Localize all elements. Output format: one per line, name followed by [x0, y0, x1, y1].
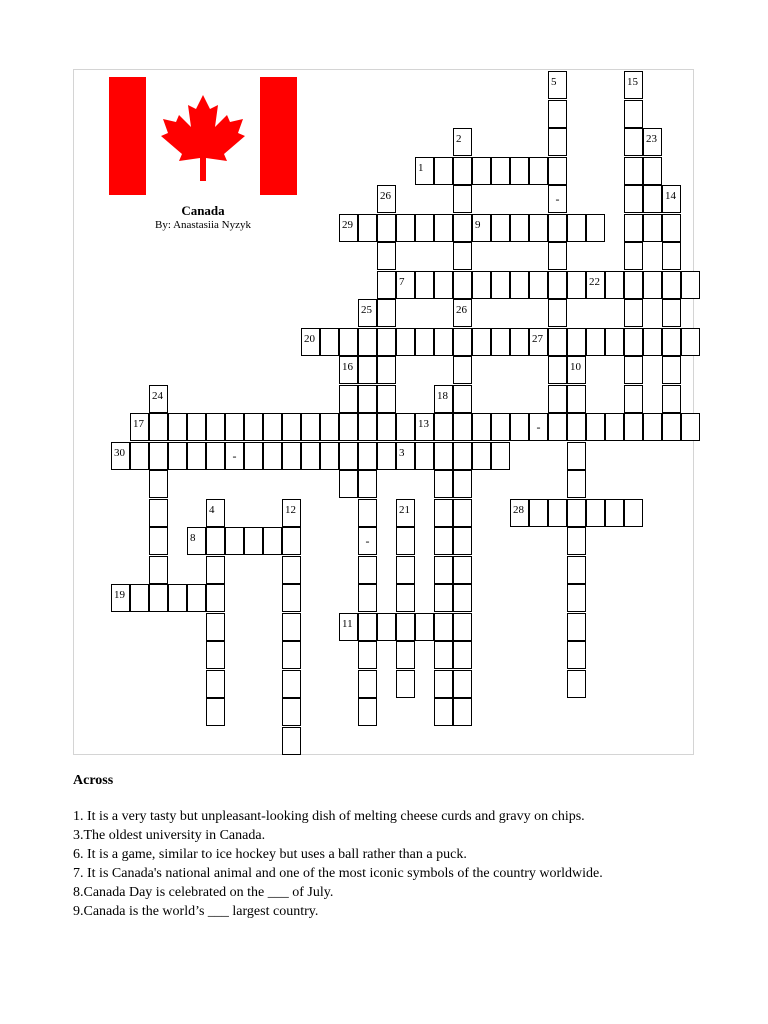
grid-cell[interactable] — [358, 499, 377, 527]
grid-cell[interactable] — [681, 271, 700, 299]
grid-cell[interactable] — [453, 356, 472, 384]
grid-cell[interactable] — [377, 271, 396, 299]
grid-cell[interactable] — [168, 413, 187, 441]
grid-cell[interactable] — [624, 413, 643, 441]
grid-cell[interactable] — [548, 100, 567, 128]
grid-cell[interactable] — [453, 670, 472, 698]
grid-cell[interactable] — [358, 613, 377, 641]
grid-cell[interactable] — [567, 584, 586, 612]
grid-cell[interactable] — [491, 271, 510, 299]
grid-cell[interactable] — [396, 214, 415, 242]
clue-number: 9 — [475, 218, 481, 231]
grid-cell[interactable] — [377, 385, 396, 413]
grid-cell[interactable] — [453, 613, 472, 641]
grid-cell[interactable] — [130, 442, 149, 470]
grid-cell[interactable] — [396, 670, 415, 698]
grid-cell[interactable] — [643, 271, 662, 299]
clue-number: 26 — [380, 190, 391, 202]
grid-cell[interactable] — [149, 470, 168, 498]
grid-cell[interactable] — [548, 157, 567, 185]
grid-cell[interactable] — [624, 385, 643, 413]
grid-cell[interactable] — [187, 584, 206, 612]
grid-cell[interactable] — [244, 442, 263, 470]
grid-cell[interactable] — [415, 271, 434, 299]
grid-cell[interactable] — [624, 328, 643, 356]
grid-cell[interactable] — [396, 641, 415, 669]
grid-cell[interactable] — [263, 527, 282, 555]
grid-cell[interactable] — [396, 328, 415, 356]
grid-cell[interactable] — [586, 328, 605, 356]
grid-cell[interactable] — [434, 413, 453, 441]
grid-cell[interactable] — [548, 271, 567, 299]
grid-cell[interactable] — [624, 71, 643, 99]
clue-item: 6. It is a game, similar to ice hockey but uses a ball rather than a puck. — [73, 847, 467, 862]
grid-cell[interactable] — [472, 214, 491, 242]
grid-cell[interactable] — [339, 328, 358, 356]
grid-cell[interactable] — [206, 413, 225, 441]
clue-number: 10 — [570, 361, 581, 373]
grid-cell[interactable] — [605, 328, 624, 356]
clue-number: 29 — [342, 218, 353, 231]
clue-number: 2 — [456, 133, 462, 145]
grid-cell[interactable] — [225, 413, 244, 441]
grid-cell[interactable] — [453, 157, 472, 185]
grid-cell[interactable] — [396, 613, 415, 641]
grid-cell[interactable] — [453, 584, 472, 612]
grid-cell[interactable] — [358, 698, 377, 726]
grid-cell[interactable] — [282, 698, 301, 726]
grid-cell[interactable] — [643, 185, 662, 213]
grid-cell[interactable] — [453, 499, 472, 527]
grid-cell[interactable] — [605, 499, 624, 527]
grid-cell[interactable] — [149, 556, 168, 584]
grid-cell[interactable] — [358, 641, 377, 669]
grid-cell[interactable] — [130, 584, 149, 612]
grid-cell[interactable] — [282, 527, 301, 555]
grid-cell[interactable] — [396, 584, 415, 612]
clue-number: 19 — [114, 589, 125, 601]
grid-cell[interactable] — [206, 613, 225, 641]
grid-cell[interactable] — [548, 71, 567, 99]
grid-cell[interactable] — [415, 613, 434, 641]
grid-cell[interactable] — [624, 499, 643, 527]
grid-cell[interactable] — [358, 527, 377, 555]
grid-cell[interactable] — [377, 299, 396, 327]
grid-cell[interactable] — [301, 413, 320, 441]
hyphen-mark: - — [365, 534, 370, 548]
grid-cell[interactable] — [282, 499, 301, 527]
grid-cell[interactable] — [187, 413, 206, 441]
clue-number: 8 — [190, 532, 196, 544]
grid-cell[interactable] — [225, 527, 244, 555]
grid-cell[interactable] — [282, 442, 301, 470]
grid-cell[interactable] — [396, 499, 415, 527]
grid-cell[interactable] — [491, 214, 510, 242]
grid-cell[interactable] — [624, 185, 643, 213]
grid-cell[interactable] — [491, 328, 510, 356]
grid-cell[interactable] — [187, 527, 206, 555]
grid-cell[interactable] — [187, 442, 206, 470]
grid-cell[interactable] — [263, 442, 282, 470]
grid-cell[interactable] — [567, 413, 586, 441]
grid-cell[interactable] — [586, 214, 605, 242]
grid-cell[interactable] — [681, 413, 700, 441]
grid-cell[interactable] — [567, 271, 586, 299]
puzzle-title: Canada — [181, 203, 225, 218]
grid-cell[interactable] — [510, 271, 529, 299]
grid-cell[interactable] — [643, 128, 662, 156]
grid-cell[interactable] — [434, 470, 453, 498]
grid-cell[interactable] — [662, 413, 681, 441]
puzzle-author: By: Anastasiia Nyzyk — [155, 219, 251, 231]
grid-cell[interactable] — [358, 299, 377, 327]
grid-cell[interactable] — [358, 442, 377, 470]
grid-cell[interactable] — [567, 670, 586, 698]
grid-cell[interactable] — [472, 271, 491, 299]
grid-cell[interactable] — [548, 242, 567, 270]
grid-cell[interactable] — [282, 613, 301, 641]
grid-cell[interactable] — [567, 470, 586, 498]
grid-cell[interactable] — [510, 413, 529, 441]
grid-cell[interactable] — [377, 214, 396, 242]
grid-cell[interactable] — [339, 470, 358, 498]
grid-cell[interactable] — [472, 157, 491, 185]
grid-cell[interactable] — [434, 670, 453, 698]
grid-cell[interactable] — [453, 271, 472, 299]
grid-cell[interactable] — [453, 328, 472, 356]
grid-cell[interactable] — [567, 556, 586, 584]
clue-number: 25 — [361, 304, 372, 316]
grid-cell[interactable] — [624, 242, 643, 270]
grid-cell[interactable] — [434, 271, 453, 299]
grid-cell[interactable] — [282, 413, 301, 441]
clue-number: 17 — [133, 418, 144, 430]
grid-cell[interactable] — [643, 214, 662, 242]
grid-cell[interactable] — [396, 413, 415, 441]
grid-cell[interactable] — [377, 242, 396, 270]
grid-cell[interactable] — [111, 442, 130, 470]
grid-cell[interactable] — [643, 328, 662, 356]
grid-cell[interactable] — [529, 271, 548, 299]
grid-cell[interactable] — [548, 356, 567, 384]
grid-cell[interactable] — [282, 670, 301, 698]
grid-cell[interactable] — [529, 157, 548, 185]
clue-number: 1 — [418, 161, 424, 174]
grid-cell[interactable] — [681, 328, 700, 356]
grid-cell[interactable] — [149, 385, 168, 413]
grid-cell[interactable] — [434, 527, 453, 555]
grid-cell[interactable] — [149, 499, 168, 527]
grid-cell[interactable] — [643, 413, 662, 441]
grid-cell[interactable] — [320, 442, 339, 470]
grid-cell[interactable] — [548, 128, 567, 156]
grid-cell[interactable] — [149, 442, 168, 470]
grid-cell[interactable] — [491, 442, 510, 470]
grid-cell[interactable] — [548, 413, 567, 441]
grid-cell[interactable] — [624, 299, 643, 327]
grid-cell[interactable] — [586, 499, 605, 527]
clue-number: 16 — [342, 361, 353, 373]
grid-cell[interactable] — [605, 271, 624, 299]
grid-cell[interactable] — [415, 214, 434, 242]
grid-cell[interactable] — [510, 499, 529, 527]
grid-cell[interactable] — [225, 442, 244, 470]
grid-cell[interactable] — [358, 385, 377, 413]
grid-cell[interactable] — [453, 242, 472, 270]
clue-number: 5 — [551, 76, 557, 88]
grid-cell[interactable] — [301, 328, 320, 356]
grid-cell[interactable] — [358, 556, 377, 584]
grid-cell[interactable] — [510, 328, 529, 356]
grid-cell[interactable] — [529, 214, 548, 242]
grid-cell[interactable] — [434, 641, 453, 669]
grid-cell[interactable] — [453, 442, 472, 470]
grid-cell[interactable] — [662, 242, 681, 270]
grid-cell[interactable] — [453, 413, 472, 441]
grid-cell[interactable] — [206, 556, 225, 584]
grid-cell[interactable] — [624, 157, 643, 185]
grid-cell[interactable] — [491, 413, 510, 441]
grid-cell[interactable] — [624, 271, 643, 299]
clue-number: 18 — [437, 389, 448, 402]
grid-cell[interactable] — [339, 613, 358, 641]
grid-cell[interactable] — [624, 100, 643, 128]
grid-cell[interactable] — [206, 499, 225, 527]
grid-cell[interactable] — [111, 584, 130, 612]
grid-cell[interactable] — [662, 356, 681, 384]
grid-cell[interactable] — [453, 527, 472, 555]
grid-cell[interactable] — [453, 470, 472, 498]
grid-cell[interactable] — [320, 328, 339, 356]
grid-cell[interactable] — [396, 556, 415, 584]
grid-cell[interactable] — [434, 157, 453, 185]
grid-cell[interactable] — [206, 442, 225, 470]
grid-cell[interactable] — [434, 499, 453, 527]
grid-cell[interactable] — [358, 584, 377, 612]
hyphen-mark: - — [555, 192, 560, 206]
clue-number: 13 — [418, 418, 429, 430]
grid-cell[interactable] — [453, 214, 472, 242]
grid-cell[interactable] — [396, 271, 415, 299]
clue-number: 7 — [399, 275, 405, 288]
clue-number: 11 — [342, 617, 353, 630]
grid-cell[interactable] — [415, 442, 434, 470]
grid-cell[interactable] — [548, 185, 567, 213]
clue-number: 26 — [456, 304, 467, 316]
grid-cell[interactable] — [548, 214, 567, 242]
grid-cell[interactable] — [567, 328, 586, 356]
grid-cell[interactable] — [377, 613, 396, 641]
grid-cell[interactable] — [415, 413, 434, 441]
clue-item: 9.Canada is the world’s ___ largest country. — [73, 904, 319, 919]
grid-cell[interactable] — [377, 328, 396, 356]
grid-cell[interactable] — [339, 385, 358, 413]
grid-cell[interactable] — [206, 527, 225, 555]
grid-cell[interactable] — [662, 328, 681, 356]
grid-cell[interactable] — [548, 499, 567, 527]
grid-cell[interactable] — [567, 214, 586, 242]
grid-cell[interactable] — [434, 613, 453, 641]
grid-cell[interactable] — [624, 356, 643, 384]
grid-cell[interactable] — [377, 356, 396, 384]
clue-item: 1. It is a very tasty but unpleasant-looking dish of melting cheese curds and gravy on chips. — [73, 809, 585, 824]
grid-cell[interactable] — [434, 698, 453, 726]
grid-cell[interactable] — [415, 157, 434, 185]
grid-cell[interactable] — [282, 584, 301, 612]
grid-cell[interactable] — [282, 641, 301, 669]
grid-cell[interactable] — [282, 556, 301, 584]
grid-cell[interactable] — [434, 328, 453, 356]
grid-cell[interactable] — [339, 214, 358, 242]
grid-cell[interactable] — [168, 584, 187, 612]
grid-cell[interactable] — [434, 442, 453, 470]
clues-section — [73, 771, 694, 921]
clue-number: 4 — [209, 503, 215, 516]
clue-number: 20 — [304, 332, 315, 345]
grid-cell[interactable] — [491, 157, 510, 185]
clue-number: 21 — [399, 503, 410, 516]
grid-cell[interactable] — [358, 470, 377, 498]
grid-cell[interactable] — [624, 128, 643, 156]
grid-cell[interactable] — [567, 527, 586, 555]
grid-cell[interactable] — [377, 413, 396, 441]
grid-cell[interactable] — [434, 584, 453, 612]
clue-number: 14 — [665, 190, 676, 202]
grid-cell[interactable] — [149, 584, 168, 612]
grid-cell[interactable] — [149, 527, 168, 555]
grid-cell[interactable] — [396, 527, 415, 555]
grid-cell[interactable] — [244, 527, 263, 555]
clue-number: 24 — [152, 389, 163, 402]
grid-cell[interactable] — [586, 271, 605, 299]
clue-number: 3 — [399, 446, 405, 459]
clue-number: 22 — [589, 275, 600, 288]
grid-cell[interactable] — [586, 413, 605, 441]
clue-item: 8.Canada Day is celebrated on the ___ of July. — [73, 885, 334, 900]
grid-cell[interactable] — [168, 442, 187, 470]
grid-cell[interactable] — [548, 328, 567, 356]
grid-cell[interactable] — [662, 214, 681, 242]
clues-heading: Across — [73, 773, 114, 788]
grid-cell[interactable] — [415, 328, 434, 356]
grid-cell[interactable] — [206, 641, 225, 669]
grid-cell[interactable] — [472, 328, 491, 356]
grid-cell[interactable] — [339, 442, 358, 470]
grid-cell[interactable] — [472, 413, 491, 441]
grid-cell[interactable] — [567, 641, 586, 669]
grid-cell[interactable] — [206, 698, 225, 726]
grid-cell[interactable] — [662, 185, 681, 213]
clue-item: 7. It is Canada's national animal and one of the most iconic symbols of the country worldwide. — [73, 866, 603, 881]
grid-cell[interactable] — [149, 413, 168, 441]
grid-cell[interactable] — [529, 328, 548, 356]
grid-cell[interactable] — [339, 413, 358, 441]
grid-cell[interactable] — [358, 356, 377, 384]
grid-cell[interactable] — [434, 214, 453, 242]
grid-cell[interactable] — [662, 271, 681, 299]
grid-cell[interactable] — [377, 185, 396, 213]
grid-cell[interactable] — [662, 299, 681, 327]
grid-cell[interactable] — [358, 214, 377, 242]
clue-number: 15 — [627, 76, 638, 88]
grid-cell[interactable] — [358, 328, 377, 356]
clue-number: 27 — [532, 332, 543, 345]
grid-cell[interactable] — [358, 670, 377, 698]
grid-cell[interactable] — [529, 499, 548, 527]
clue-item: 3.The oldest university in Canada. — [73, 828, 266, 843]
grid-cell[interactable] — [567, 356, 586, 384]
grid-cell[interactable] — [301, 442, 320, 470]
grid-cell[interactable] — [206, 670, 225, 698]
grid-cell[interactable] — [206, 584, 225, 612]
grid-cell[interactable] — [567, 442, 586, 470]
grid-cell[interactable] — [643, 157, 662, 185]
grid-cell[interactable] — [453, 641, 472, 669]
grid-cell[interactable] — [244, 413, 263, 441]
grid-cell[interactable] — [339, 356, 358, 384]
grid-cell[interactable] — [453, 698, 472, 726]
grid-cell[interactable] — [377, 442, 396, 470]
grid-cell[interactable] — [320, 413, 339, 441]
grid-cell[interactable] — [453, 556, 472, 584]
grid-cell[interactable] — [453, 299, 472, 327]
clue-number: 30 — [114, 446, 125, 459]
grid-cell[interactable] — [567, 613, 586, 641]
grid-cell[interactable] — [624, 214, 643, 242]
grid-cell[interactable] — [567, 499, 586, 527]
grid-cell[interactable] — [548, 299, 567, 327]
grid-cell[interactable] — [453, 185, 472, 213]
grid-cell[interactable] — [130, 413, 149, 441]
clue-number: 23 — [646, 133, 657, 145]
grid-cell[interactable] — [434, 385, 453, 413]
grid-cell[interactable] — [548, 385, 567, 413]
grid-cell[interactable] — [453, 128, 472, 156]
grid-cell[interactable] — [358, 413, 377, 441]
grid-cell[interactable] — [510, 157, 529, 185]
grid-cell[interactable] — [282, 727, 301, 755]
grid-cell[interactable] — [396, 442, 415, 470]
grid-cell[interactable] — [662, 385, 681, 413]
grid-cell[interactable] — [434, 556, 453, 584]
hyphen-mark: - — [232, 448, 237, 463]
clue-number: 28 — [513, 503, 524, 516]
grid-cell[interactable] — [263, 413, 282, 441]
grid-cell[interactable] — [453, 385, 472, 413]
hyphen-mark: - — [536, 420, 541, 434]
grid-cell[interactable] — [567, 385, 586, 413]
grid-cell[interactable] — [605, 413, 624, 441]
grid-cell[interactable] — [529, 413, 548, 441]
grid-cell[interactable] — [510, 214, 529, 242]
grid-cell[interactable] — [472, 442, 491, 470]
clue-number: 12 — [285, 503, 296, 516]
